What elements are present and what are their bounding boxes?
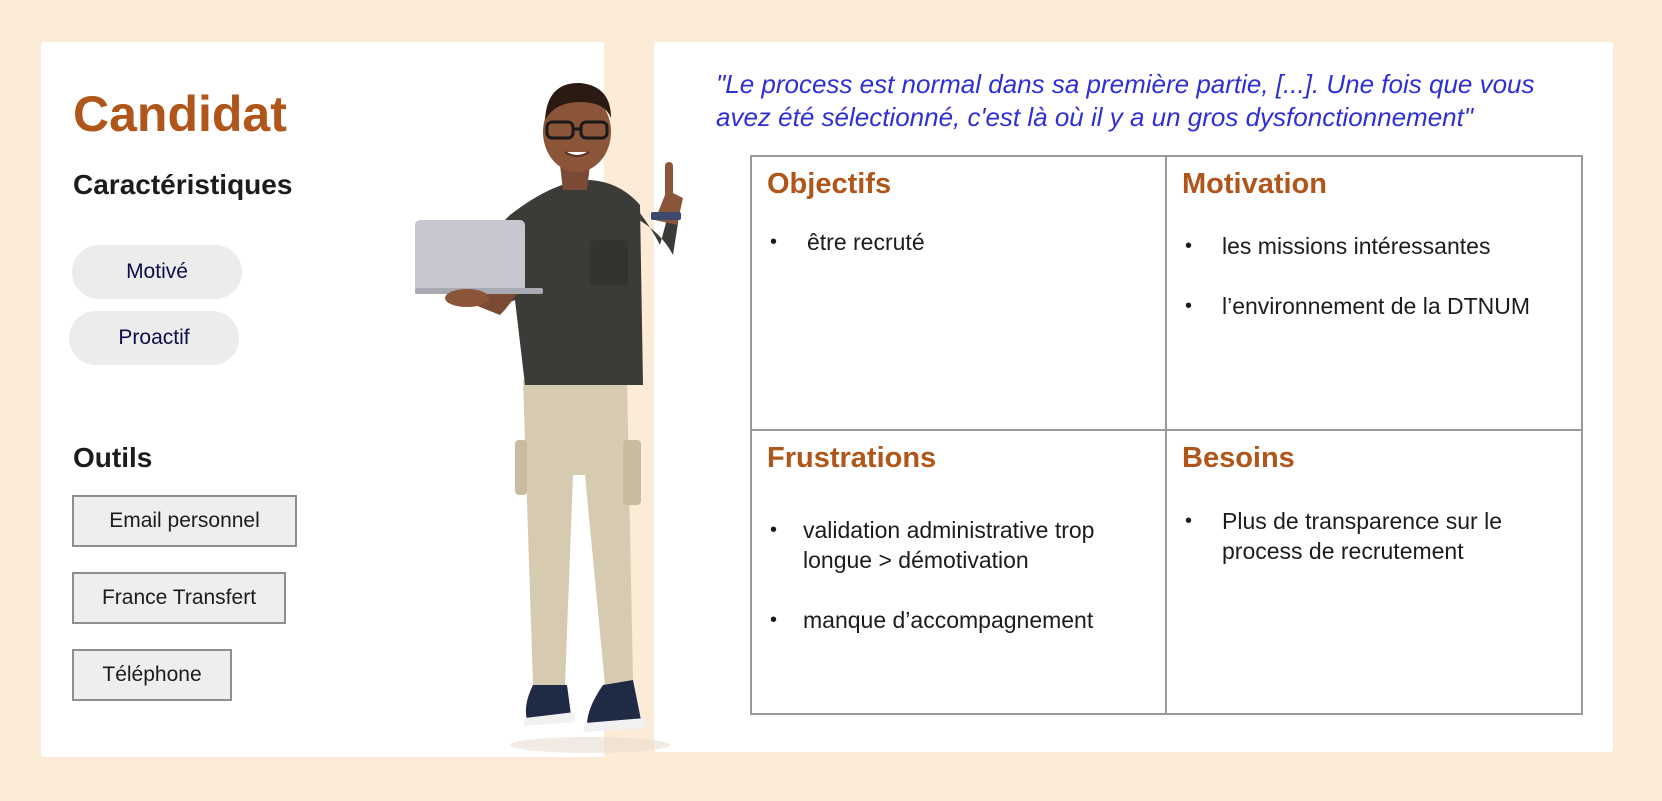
objectifs-cell bbox=[752, 157, 1167, 431]
motivation-cell bbox=[1167, 157, 1581, 431]
list-item: • l’environnement de la DTNUM bbox=[1182, 291, 1569, 321]
characteristics-heading: Caractéristiques bbox=[73, 169, 293, 200]
objectifs-title: Objectifs bbox=[767, 168, 892, 200]
tool-france-transfert: France Transfert bbox=[72, 572, 286, 624]
motivation-list bbox=[1182, 231, 1569, 321]
list-item: • validation administrative trop longue > démotivation bbox=[767, 515, 1145, 575]
tool-telephone: Téléphone bbox=[72, 649, 232, 701]
list-item: • Plus de transparence sur le process de recrutement bbox=[1182, 506, 1541, 566]
trait-badge-motive: Motivé bbox=[72, 245, 242, 299]
frustrations-list bbox=[767, 515, 1145, 635]
person-holding-laptop-illustration bbox=[415, 80, 715, 780]
persona-quote: "Le process est normal dans sa première partie, [...]. Une fois que vous avez été sélectionné, c'est là où il y a un gros dysfonctionnement" bbox=[716, 69, 1535, 132]
persona-title: Candidat bbox=[73, 86, 287, 142]
objectifs-list bbox=[767, 227, 1153, 257]
besoins-list bbox=[1182, 506, 1541, 566]
tool-email: Email personnel bbox=[72, 495, 297, 547]
besoins-title: Besoins bbox=[1182, 442, 1295, 474]
persona-grid bbox=[750, 155, 1583, 715]
besoins-cell bbox=[1167, 431, 1581, 713]
frustrations-title: Frustrations bbox=[767, 442, 937, 474]
frustrations-cell bbox=[752, 431, 1167, 713]
trait-badge-proactif: Proactif bbox=[69, 311, 239, 365]
list-item: • être recruté bbox=[767, 227, 1153, 257]
list-item: • manque d’accompagnement bbox=[767, 605, 1145, 635]
list-item: • les missions intéressantes bbox=[1182, 231, 1569, 261]
motivation-title: Motivation bbox=[1182, 168, 1327, 200]
tools-heading: Outils bbox=[73, 442, 153, 473]
